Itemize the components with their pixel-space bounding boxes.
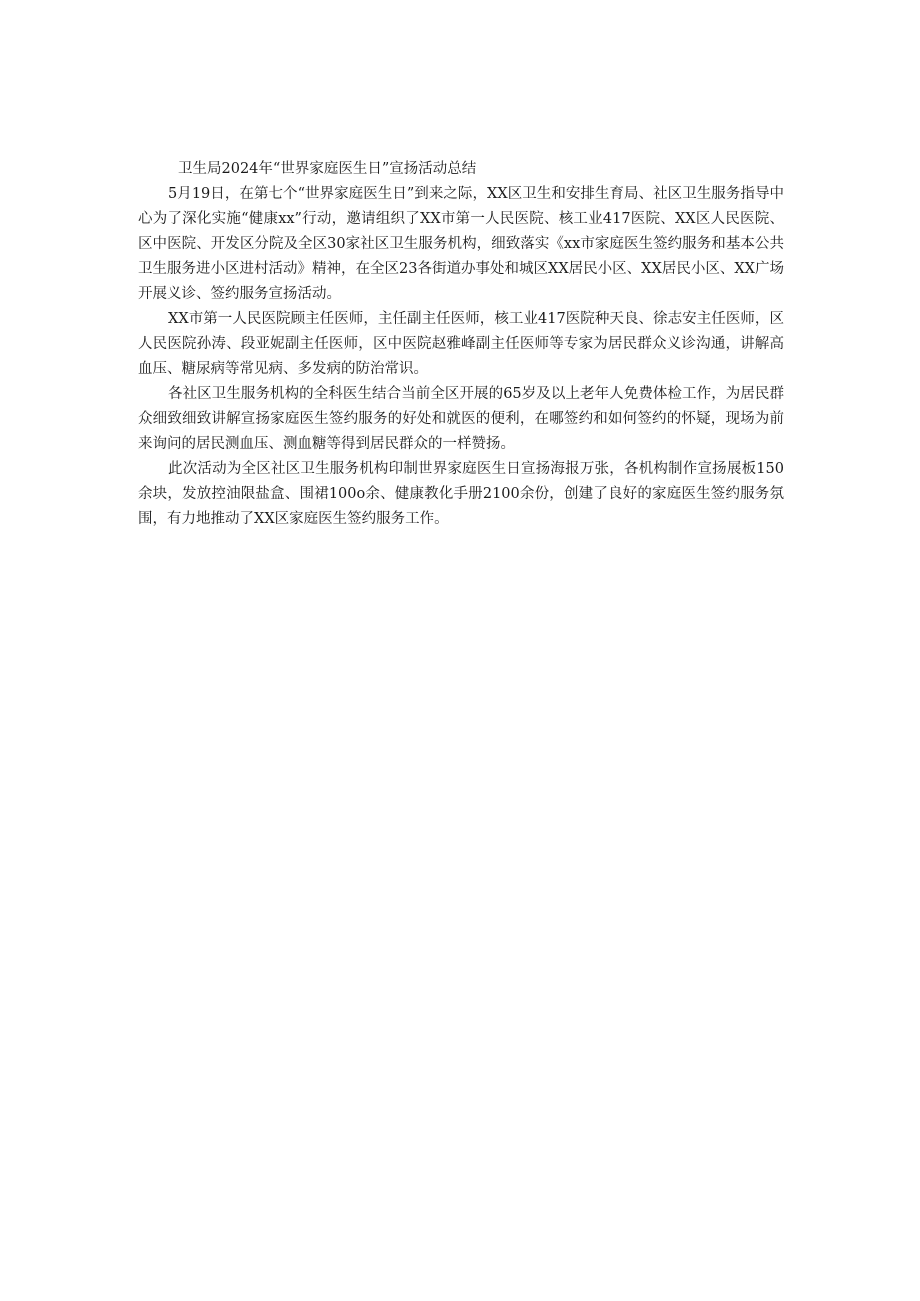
paragraph-event-overview: 5月19日，在第七个“世界家庭医生日”到来之际，XX区卫生和安排生育局、社区卫生服务指导中心为了深化实施“健康xx”行动，邀请组织了XX市第一人民医院、核工业417医院、XX区人民医院、区中医院、开发区分院及全区30家社区卫生服务机构，细致落实《xx市家庭医生签约服务和基本公共卫生服务进小区进村活动》精神，在全区23各街道办事处和城区XX居民小区、XX居民小区、XX广场开展义诊、签约服务宣扬活动。 <box>138 186 784 302</box>
paragraph-materials-summary: 此次活动为全区社区卫生服务机构印制世界家庭医生日宣扬海报万张，各机构制作宣扬展板150余块，发放控油限盐盒、围裙100o余、健康教化手册2100余份，创建了良好的家庭医生签约服务氛围，有力地推动了XX区家庭医生签约服务工作。 <box>138 461 784 527</box>
paragraph-community-doctors: 各社区卫生服务机构的全科医生结合当前全区开展的65岁及以上老年人免费体检工作，为居民群众细致细致讲解宣扬家庭医生签约服务的好处和就医的便利，在哪签约和如何签约的怀疑，现场为前来询问的居民测血压、测血糖等得到居民群众的一样赞扬。 <box>138 386 784 452</box>
document-page <box>138 157 784 532</box>
document-title: 卫生局2024年“世界家庭医生日”宣扬活动总结 <box>178 161 477 177</box>
paragraph-expert-consultation: XX市第一人民医院顾主任医师，主任副主任医师，核工业417医院种天良、徐志安主任医师，区人民医院孙涛、段亚妮副主任医师，区中医院赵雅峰副主任医师等专家为居民群众义诊沟通，讲解高血压、糖尿病等常见病、多发病的防治常识。 <box>138 311 784 377</box>
